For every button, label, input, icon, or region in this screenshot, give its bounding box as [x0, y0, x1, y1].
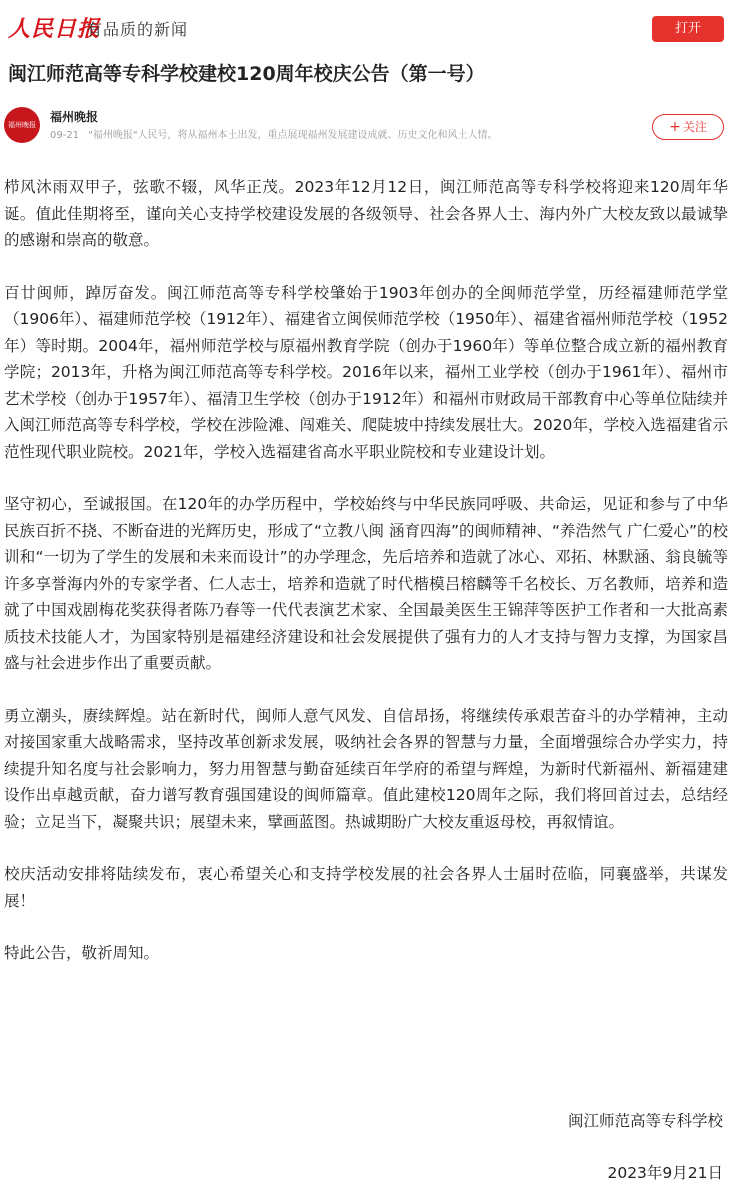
- signature-date: 2023年9月21日: [607, 1164, 723, 1182]
- author-name[interactable]: 福州晚报: [50, 110, 99, 124]
- article-paragraph: 勇立潮头，赓续辉煌。站在新时代，闽师人意气风发、自信昂扬，将继续传承艰苦奋斗的办学精神，主动对接国家重大战略需求，坚持改革创新求发展，吸纳社会各界的智慧与力量，全面增强综合办学实力，持续提升知名度与社会影响力，努力用智慧与勤奋延续百年学府的希望与辉煌，为新时代新福州、新福建建设作出卓越贡献，奋力谱写教育强国建设的闽师篇章。值此建校120周年之际，我们将回首过去，总结经验；立足当下，凝聚共识；展望未来，擘画蓝图。热诚期盼广大校友重返母校，再叙情谊。: [4, 706, 728, 831]
- article-title: 闽江师范高等专科学校建校120周年校庆公告（第一号）: [8, 63, 485, 85]
- follow-label: 关注: [682, 120, 707, 134]
- article-paragraph: 坚守初心，至诚报国。在120年的办学历程中，学校始终与中华民族同呼吸、共命运，见证和参与了中华民族百折不挠、不断奋进的光辉历史，形成了“立教八闽 涵育四海”的闽师精神、“养浩然气 广仁爱心”的校训和“一切为了学生的发展和未来而设计”的办学理念，先后培养和造就了冰心、邓拓、林默涵、翁良毓等许多享誉海内外的专家学者、仁人志士，培养和造就了时代楷模吕榕麟等千名校长、万名教师，培养和造就了中国戏剧梅花奖获得者陈乃春等一代代表演艺术家、全国最美医生王锦萍等医护工作者和一大批高素质技术技能人才，为国家特别是福建经济建设和社会发展提供了强有力的人才支持与智力支撑，为国家昌盛与社会进步作出了重要贡献。: [4, 495, 728, 672]
- article-paragraph: 特此公告，敬祈周知。: [4, 944, 160, 962]
- top-bar: [0, 0, 735, 58]
- author-description: "福州晚报"人民号，将从福州本土出发，重点展现福州发展建设成就、历史文化和风土人情。: [88, 130, 498, 141]
- article-paragraph: 百廿闽师，踔厉奋发。闽江师范高等专科学校肇始于1903年创办的全闽师范学堂，历经福建师范学堂（1906年）、福建师范学校（1912年）、福建省立闽侯师范学校（1950年）、福建省福州师范学校（1952年）等时期。2004年，福州师范学校与原福州教育学院（创办于1960年）等单位整合成立新的福州教育学院；2013年，升格为闽江师范高等专科学校。2016年以来，福州工业学校（创办于1961年）、福州市艺术学校（创办于1957年）、福清卫生学校（创办于1912年）和福州市财政局干部教育中心等单位陆续并入闽江师范高等专科学校，学校在涉险滩、闯难关、爬陡坡中持续发展壮大。2020年，学校入选福建省示范性现代职业院校。2021年，学校入选福建省高水平职业院校和专业建设计划。: [4, 283, 728, 461]
- app-logo[interactable]: 人民日报: [8, 16, 101, 42]
- open-app-button[interactable]: 打开: [652, 16, 724, 42]
- app-slogan: 有品质的新闻: [86, 20, 189, 39]
- author-avatar[interactable]: 福州晚报: [4, 107, 40, 143]
- article-paragraph: 栉风沐雨双甲子，弦歌不辍，风华正茂。2023年12月12日，闽江师范高等专科学校将迎来120周年华诞。值此佳期将至，谨向关心支持学校建设发展的各级领导、社会各界人士、海内外广大校友致以最诚挚的感谢和崇高的敬意。: [4, 178, 728, 249]
- publish-date: 09-21: [50, 130, 80, 141]
- signature: 闽江师范高等专科学校: [567, 1112, 723, 1130]
- article-body: [4, 174, 728, 993]
- article-paragraph: 校庆活动安排将陆续发布，衷心希望关心和支持学校发展的社会各界人士届时莅临，同襄盛举，共谋发展！: [4, 865, 728, 910]
- author-meta: [50, 129, 610, 143]
- follow-button[interactable]: [652, 114, 724, 140]
- plus-icon: +: [669, 119, 681, 135]
